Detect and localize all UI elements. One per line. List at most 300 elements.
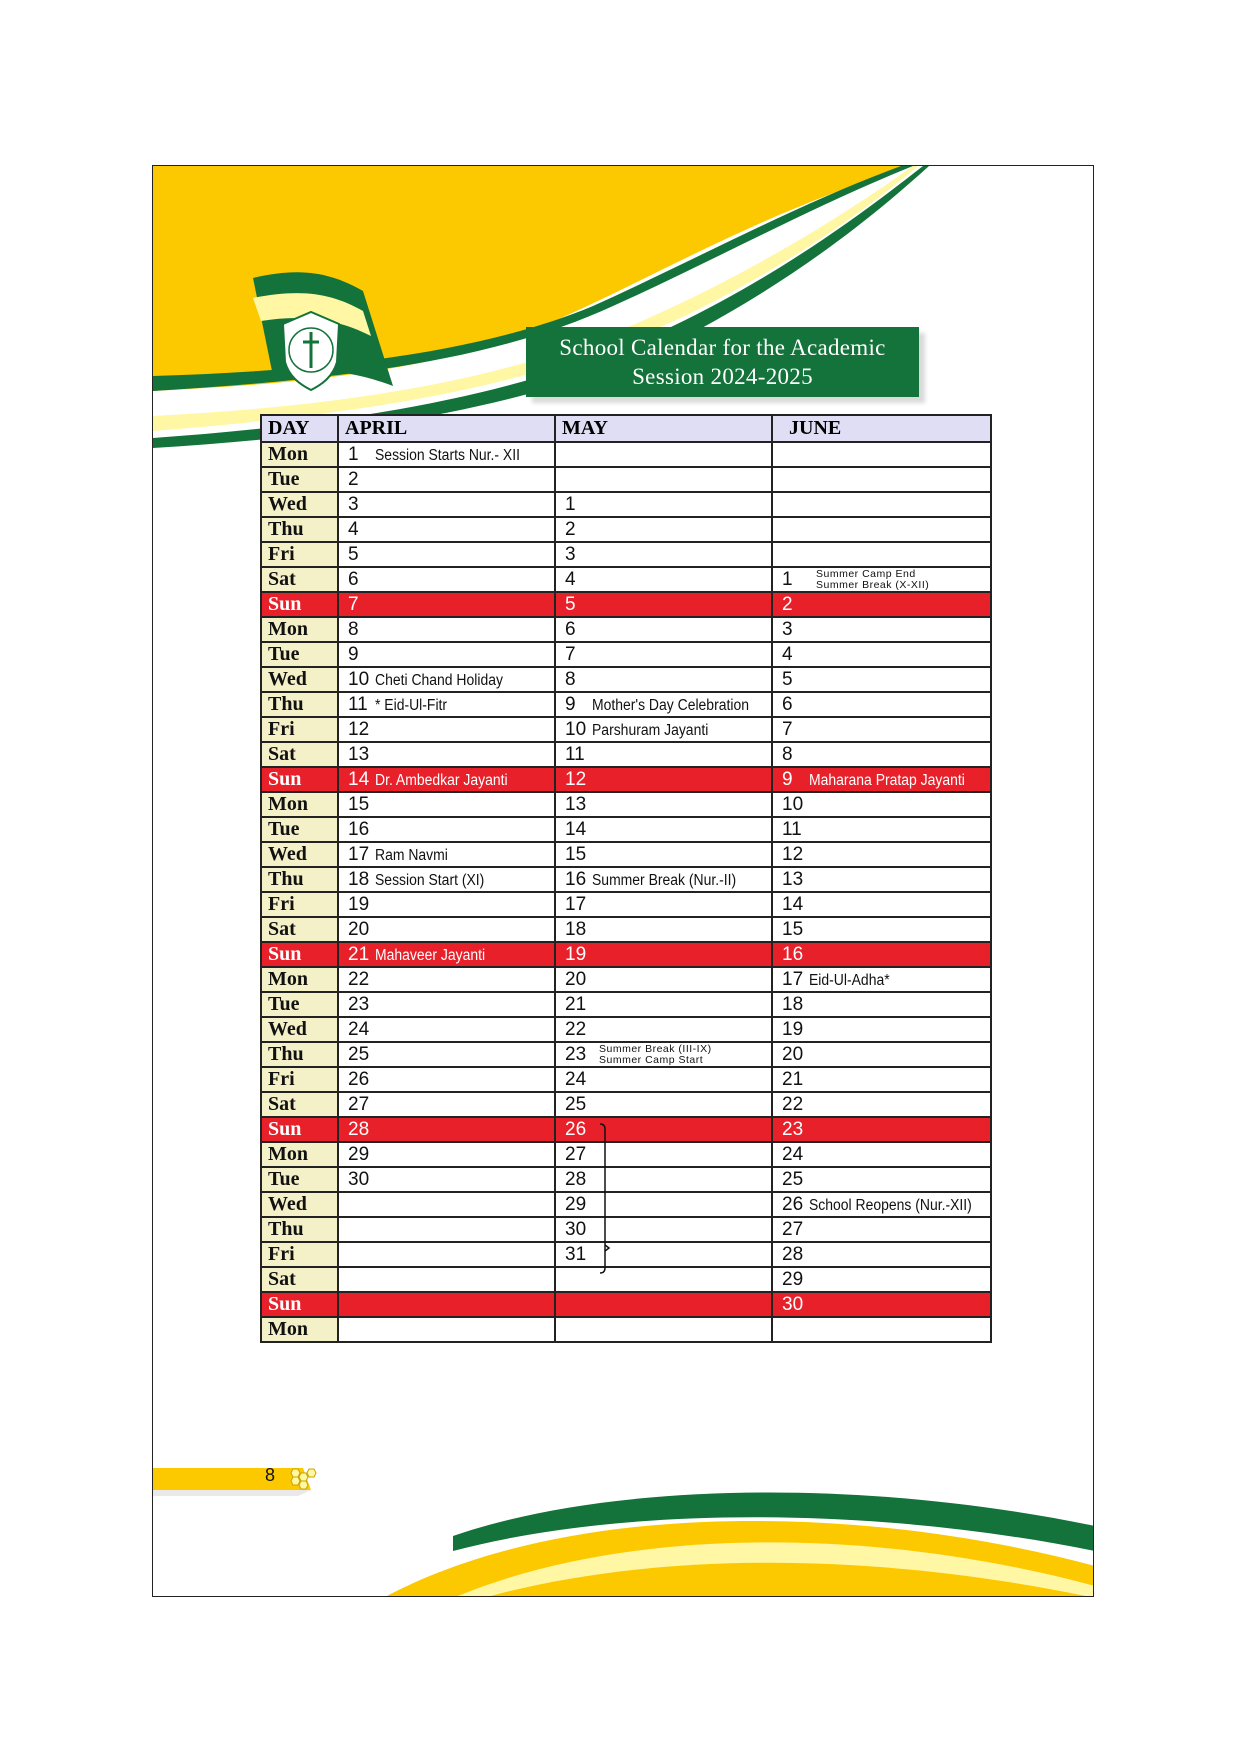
date-number: 29 xyxy=(782,1268,804,1290)
date-number: 27 xyxy=(782,1218,804,1240)
date-number: 23 xyxy=(348,993,370,1015)
date-cell-jun xyxy=(772,1117,991,1142)
date-cell-jun xyxy=(772,1192,991,1217)
date-number: 5 xyxy=(782,668,793,690)
date-cell-may xyxy=(555,692,772,717)
date-cell-apr xyxy=(338,742,555,767)
date-cell-jun xyxy=(772,542,991,567)
table-row xyxy=(261,1167,991,1192)
table-row xyxy=(261,817,991,842)
event-label: Summer Break (Nur.-II) xyxy=(592,871,737,889)
date-cell-apr xyxy=(338,1042,555,1067)
table-row xyxy=(261,1142,991,1167)
date-cell-jun xyxy=(772,642,991,667)
table-row xyxy=(261,1067,991,1092)
title-line-1: School Calendar for the Academic xyxy=(559,335,886,360)
date-number: 11 xyxy=(348,693,368,715)
date-number: 1 xyxy=(565,493,576,515)
date-cell-may xyxy=(555,1167,772,1192)
date-cell-apr xyxy=(338,1317,555,1342)
event-label: Session Start (XI) xyxy=(375,871,485,889)
day-cell: Tue xyxy=(261,1167,338,1192)
date-number: 20 xyxy=(782,1043,804,1065)
table-row xyxy=(261,1267,991,1292)
date-number: 21 xyxy=(782,1068,804,1090)
date-cell-apr xyxy=(338,567,555,592)
date-cell-apr xyxy=(338,692,555,717)
day-cell: Sat xyxy=(261,917,338,942)
date-number: 8 xyxy=(348,618,359,640)
date-cell-may xyxy=(555,742,772,767)
date-cell-jun xyxy=(772,1242,991,1267)
date-number: 18 xyxy=(782,993,804,1015)
date-number: 7 xyxy=(565,643,576,665)
event-label: Cheti Chand Holiday xyxy=(375,671,503,689)
day-cell: Tue xyxy=(261,992,338,1017)
table-row xyxy=(261,842,991,867)
date-number: 10 xyxy=(565,718,587,740)
table-row xyxy=(261,1217,991,1242)
title-line-2: Session 2024-2025 xyxy=(632,364,813,389)
date-cell-jun xyxy=(772,717,991,742)
event-note-line-1: Summer Camp End xyxy=(816,568,916,580)
table-row xyxy=(261,1017,991,1042)
date-cell-jun xyxy=(772,1017,991,1042)
day-cell: Sat xyxy=(261,742,338,767)
date-cell-apr xyxy=(338,1117,555,1142)
day-cell: Sat xyxy=(261,567,338,592)
date-cell-apr xyxy=(338,942,555,967)
day-cell: Mon xyxy=(261,967,338,992)
date-cell-may xyxy=(555,467,772,492)
table-row xyxy=(261,1192,991,1217)
date-number: 20 xyxy=(348,918,370,940)
table-row-sunday xyxy=(261,1292,991,1317)
date-number: 17 xyxy=(565,893,587,915)
date-number: 6 xyxy=(348,568,359,590)
date-cell-may xyxy=(555,1017,772,1042)
date-number: 20 xyxy=(565,968,587,990)
event-note-line-1: Summer Break (III-IX) xyxy=(599,1043,712,1055)
table-header-row xyxy=(261,415,991,442)
date-number: 26 xyxy=(565,1118,587,1140)
day-cell: Mon xyxy=(261,1317,338,1342)
date-cell-may xyxy=(555,717,772,742)
date-number: 28 xyxy=(348,1118,370,1140)
date-cell-may xyxy=(555,892,772,917)
table-row xyxy=(261,1242,991,1267)
date-cell-apr xyxy=(338,1292,555,1317)
day-cell: Thu xyxy=(261,517,338,542)
date-number: 17 xyxy=(348,843,370,865)
date-cell-apr xyxy=(338,842,555,867)
date-number: 31 xyxy=(565,1243,587,1265)
date-cell-may xyxy=(555,517,772,542)
header-day: DAY xyxy=(261,415,338,442)
table-row xyxy=(261,967,991,992)
date-number: 12 xyxy=(565,768,587,790)
date-cell-apr xyxy=(338,917,555,942)
event-note-line-2: Summer Break (X-XII) xyxy=(816,579,930,591)
date-cell-may xyxy=(555,792,772,817)
date-cell-may xyxy=(555,942,772,967)
date-cell-apr xyxy=(338,792,555,817)
calendar-body xyxy=(261,442,991,1342)
date-cell-may xyxy=(555,617,772,642)
date-number: 7 xyxy=(782,718,793,740)
date-cell-jun xyxy=(772,817,991,842)
date-cell-jun xyxy=(772,942,991,967)
event-label: School Reopens (Nur.-XII) xyxy=(809,1196,972,1214)
day-cell: Mon xyxy=(261,442,338,467)
date-cell-may xyxy=(555,842,772,867)
date-cell-apr xyxy=(338,467,555,492)
date-cell-jun xyxy=(772,892,991,917)
header-june: JUNE xyxy=(772,415,991,442)
table-row xyxy=(261,667,991,692)
date-cell-apr xyxy=(338,492,555,517)
date-number: 8 xyxy=(565,668,576,690)
day-cell: Fri xyxy=(261,1067,338,1092)
day-cell: Wed xyxy=(261,1017,338,1042)
event-label: Eid-Ul-Adha* xyxy=(809,971,890,989)
table-row xyxy=(261,692,991,717)
day-cell: Sat xyxy=(261,1092,338,1117)
event-note xyxy=(599,1044,712,1066)
date-number: 22 xyxy=(782,1093,804,1115)
date-cell-jun xyxy=(772,592,991,617)
day-cell: Thu xyxy=(261,1217,338,1242)
date-number: 6 xyxy=(565,618,576,640)
date-cell-jun xyxy=(772,442,991,467)
date-cell-jun xyxy=(772,867,991,892)
date-number: 10 xyxy=(782,793,804,815)
day-cell: Sun xyxy=(261,592,338,617)
date-cell-jun xyxy=(772,1292,991,1317)
table-row xyxy=(261,1042,991,1067)
calendar-page xyxy=(152,165,1094,1597)
date-number: 5 xyxy=(565,593,576,615)
date-number: 30 xyxy=(782,1293,804,1315)
table-row xyxy=(261,717,991,742)
date-cell-may xyxy=(555,1042,772,1067)
table-row xyxy=(261,467,991,492)
calendar-table xyxy=(260,414,992,1343)
date-cell-may xyxy=(555,592,772,617)
date-cell-may xyxy=(555,1142,772,1167)
date-number: 14 xyxy=(782,893,804,915)
date-number: 16 xyxy=(348,818,370,840)
date-cell-jun xyxy=(772,1092,991,1117)
date-cell-apr xyxy=(338,817,555,842)
date-cell-may xyxy=(555,567,772,592)
date-cell-apr xyxy=(338,1217,555,1242)
date-cell-apr xyxy=(338,442,555,467)
date-cell-jun xyxy=(772,667,991,692)
header-april: APRIL xyxy=(338,415,555,442)
date-cell-may xyxy=(555,667,772,692)
header-may: MAY xyxy=(555,415,772,442)
table-row-sunday xyxy=(261,592,991,617)
date-number: 27 xyxy=(348,1093,370,1115)
date-cell-jun xyxy=(772,1142,991,1167)
date-number: 11 xyxy=(565,743,585,765)
day-cell: Sun xyxy=(261,1292,338,1317)
date-cell-may xyxy=(555,1092,772,1117)
date-cell-apr xyxy=(338,992,555,1017)
date-cell-jun xyxy=(772,767,991,792)
table-row xyxy=(261,617,991,642)
date-cell-may xyxy=(555,1317,772,1342)
date-cell-may xyxy=(555,1117,772,1142)
date-cell-jun xyxy=(772,792,991,817)
date-cell-jun xyxy=(772,1217,991,1242)
date-cell-jun xyxy=(772,742,991,767)
date-number: 4 xyxy=(565,568,576,590)
date-cell-apr xyxy=(338,642,555,667)
date-cell-apr xyxy=(338,967,555,992)
date-number: 1 xyxy=(348,443,359,465)
date-cell-may xyxy=(555,967,772,992)
date-cell-may xyxy=(555,542,772,567)
date-number: 11 xyxy=(782,818,802,840)
date-cell-apr xyxy=(338,617,555,642)
date-cell-jun xyxy=(772,1167,991,1192)
date-cell-jun xyxy=(772,1067,991,1092)
day-cell: Mon xyxy=(261,792,338,817)
date-number: 26 xyxy=(782,1193,804,1215)
day-cell: Sun xyxy=(261,767,338,792)
date-number: 27 xyxy=(565,1143,587,1165)
table-row-sunday xyxy=(261,767,991,792)
day-cell: Tue xyxy=(261,467,338,492)
date-cell-may xyxy=(555,1242,772,1267)
event-label: Maharana Pratap Jayanti xyxy=(809,771,965,789)
date-cell-apr xyxy=(338,1017,555,1042)
date-number: 15 xyxy=(348,793,370,815)
table-row xyxy=(261,1092,991,1117)
date-number: 4 xyxy=(348,518,359,540)
date-number: 21 xyxy=(565,993,587,1015)
date-number: 15 xyxy=(782,918,804,940)
day-cell: Fri xyxy=(261,717,338,742)
date-number: 9 xyxy=(565,693,576,715)
table-row xyxy=(261,792,991,817)
date-number: 18 xyxy=(565,918,587,940)
date-number: 3 xyxy=(348,493,359,515)
date-cell-jun xyxy=(772,617,991,642)
date-number: 28 xyxy=(782,1243,804,1265)
date-number: 24 xyxy=(782,1143,804,1165)
date-cell-jun xyxy=(772,842,991,867)
date-cell-jun xyxy=(772,917,991,942)
table-row xyxy=(261,642,991,667)
date-number: 24 xyxy=(348,1018,370,1040)
date-number: 9 xyxy=(348,643,359,665)
date-number: 21 xyxy=(348,943,370,965)
day-cell: Wed xyxy=(261,492,338,517)
date-number: 13 xyxy=(782,868,804,890)
date-number: 5 xyxy=(348,543,359,565)
day-cell: Tue xyxy=(261,642,338,667)
date-number: 16 xyxy=(782,943,804,965)
event-note-line-2: Summer Camp Start xyxy=(599,1054,704,1066)
date-number: 15 xyxy=(565,843,587,865)
date-cell-apr xyxy=(338,867,555,892)
date-number: 14 xyxy=(348,768,370,790)
page-number: 8 xyxy=(265,1465,276,1485)
date-cell-apr xyxy=(338,1092,555,1117)
date-number: 7 xyxy=(348,593,359,615)
date-number: 3 xyxy=(782,618,793,640)
date-number: 18 xyxy=(348,868,370,890)
day-cell: Sun xyxy=(261,942,338,967)
date-cell-may xyxy=(555,1292,772,1317)
date-cell-jun xyxy=(772,567,991,592)
date-cell-may xyxy=(555,767,772,792)
event-label: Session Starts Nur.- XII xyxy=(375,446,520,464)
day-cell: Fri xyxy=(261,542,338,567)
table-row xyxy=(261,1317,991,1342)
date-number: 30 xyxy=(565,1218,587,1240)
date-cell-may xyxy=(555,867,772,892)
date-cell-may xyxy=(555,917,772,942)
date-number: 8 xyxy=(782,743,793,765)
table-row-sunday xyxy=(261,1117,991,1142)
day-cell: Sun xyxy=(261,1117,338,1142)
day-cell: Thu xyxy=(261,1042,338,1067)
date-number: 19 xyxy=(782,1018,804,1040)
date-number: 16 xyxy=(565,868,587,890)
date-cell-apr xyxy=(338,1067,555,1092)
date-cell-jun xyxy=(772,1267,991,1292)
event-label: Mother's Day Celebration xyxy=(592,696,749,714)
date-cell-may xyxy=(555,1067,772,1092)
table-row xyxy=(261,742,991,767)
table-row xyxy=(261,992,991,1017)
date-cell-may xyxy=(555,492,772,517)
date-cell-apr xyxy=(338,1267,555,1292)
date-number: 2 xyxy=(565,518,576,540)
day-cell: Fri xyxy=(261,892,338,917)
date-number: 29 xyxy=(565,1193,587,1215)
day-cell: Tue xyxy=(261,817,338,842)
date-number: 29 xyxy=(348,1143,370,1165)
date-cell-apr xyxy=(338,1192,555,1217)
day-cell: Thu xyxy=(261,867,338,892)
date-cell-jun xyxy=(772,1317,991,1342)
date-cell-apr xyxy=(338,892,555,917)
date-number: 28 xyxy=(565,1168,587,1190)
date-cell-jun xyxy=(772,1042,991,1067)
day-cell: Thu xyxy=(261,692,338,717)
event-label: * Eid-Ul-Fitr xyxy=(375,696,448,714)
date-number: 22 xyxy=(565,1018,587,1040)
date-number: 12 xyxy=(348,718,370,740)
date-number: 30 xyxy=(348,1168,370,1190)
date-number: 13 xyxy=(565,793,587,815)
date-cell-jun xyxy=(772,692,991,717)
date-cell-may xyxy=(555,817,772,842)
date-cell-apr xyxy=(338,1142,555,1167)
date-number: 22 xyxy=(348,968,370,990)
date-number: 4 xyxy=(782,643,793,665)
date-cell-apr xyxy=(338,717,555,742)
date-cell-jun xyxy=(772,967,991,992)
day-cell: Fri xyxy=(261,1242,338,1267)
date-cell-may xyxy=(555,642,772,667)
date-cell-may xyxy=(555,1267,772,1292)
date-number: 2 xyxy=(348,468,359,490)
event-label: Dr. Ambedkar Jayanti xyxy=(375,771,508,789)
date-number: 19 xyxy=(348,893,370,915)
date-cell-apr xyxy=(338,767,555,792)
page-title xyxy=(526,327,919,397)
event-label: Ram Navmi xyxy=(375,846,448,864)
day-cell: Wed xyxy=(261,1192,338,1217)
date-cell-jun xyxy=(772,492,991,517)
day-cell: Mon xyxy=(261,617,338,642)
date-number: 25 xyxy=(565,1093,587,1115)
date-cell-apr xyxy=(338,1167,555,1192)
table-row xyxy=(261,542,991,567)
date-cell-may xyxy=(555,1217,772,1242)
date-cell-jun xyxy=(772,992,991,1017)
date-cell-apr xyxy=(338,1242,555,1267)
table-row xyxy=(261,517,991,542)
day-cell: Wed xyxy=(261,667,338,692)
date-cell-apr xyxy=(338,667,555,692)
table-row xyxy=(261,442,991,467)
event-label: Mahaveer Jayanti xyxy=(375,946,486,964)
date-cell-apr xyxy=(338,542,555,567)
table-row xyxy=(261,492,991,517)
date-number: 6 xyxy=(782,693,793,715)
date-number: 10 xyxy=(348,668,370,690)
date-cell-may xyxy=(555,992,772,1017)
date-number: 23 xyxy=(782,1118,804,1140)
event-label: Parshuram Jayanti xyxy=(592,721,709,739)
date-number: 23 xyxy=(565,1043,587,1065)
date-cell-apr xyxy=(338,592,555,617)
date-cell-may xyxy=(555,1192,772,1217)
date-number: 19 xyxy=(565,943,587,965)
date-cell-jun xyxy=(772,517,991,542)
date-number: 17 xyxy=(782,968,804,990)
date-number: 12 xyxy=(782,843,804,865)
table-row xyxy=(261,567,991,592)
date-number: 25 xyxy=(348,1043,370,1065)
table-row xyxy=(261,867,991,892)
event-note xyxy=(816,569,929,591)
date-number: 13 xyxy=(348,743,370,765)
table-row xyxy=(261,892,991,917)
date-cell-jun xyxy=(772,467,991,492)
date-cell-may xyxy=(555,442,772,467)
day-cell: Wed xyxy=(261,842,338,867)
date-number: 3 xyxy=(565,543,576,565)
table-row xyxy=(261,917,991,942)
date-number: 14 xyxy=(565,818,587,840)
day-cell: Mon xyxy=(261,1142,338,1167)
table-row-sunday xyxy=(261,942,991,967)
day-cell: Sat xyxy=(261,1267,338,1292)
date-cell-apr xyxy=(338,517,555,542)
date-number: 24 xyxy=(565,1068,587,1090)
date-number: 1 xyxy=(782,568,793,590)
date-number: 26 xyxy=(348,1068,370,1090)
date-number: 2 xyxy=(782,593,793,615)
